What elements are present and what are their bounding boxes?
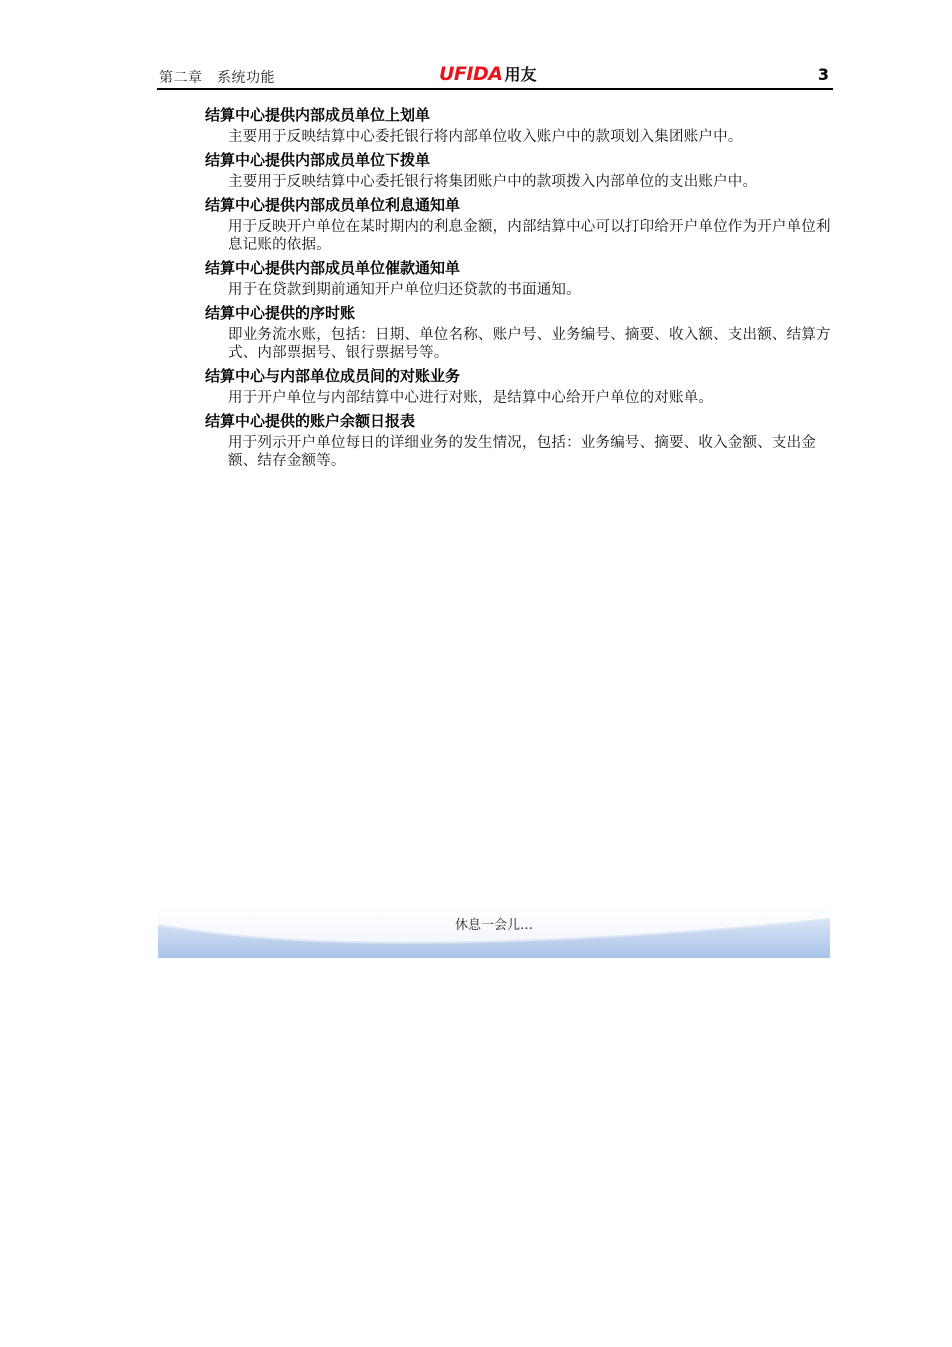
section-journal <box>205 302 835 365</box>
section-paragraph: 主要用于反映结算中心委托银行将集团账户中的款项拨入内部单位的支出账户中。 <box>228 174 758 190</box>
section-interest-notice <box>205 194 835 257</box>
footer-wave-banner <box>158 905 830 958</box>
section-paragraph: 用于开户单位与内部结算中心进行对账，是结算中心给开户单位的对账单。 <box>228 390 714 406</box>
section-heading: 结算中心提供内部成员单位利息通知单 <box>205 196 461 214</box>
section-paragraph: 即业务流水账，包括：日期、单位名称、账户号、业务编号、摘要、收入额、支出额、结算方式、内部票据号、银行票据号等。 <box>228 327 831 361</box>
section-heading: 结算中心提供内部成员单位催款通知单 <box>205 259 461 277</box>
section-paragraph: 用于在贷款到期前通知开户单位归还贷款的书面通知。 <box>228 282 581 298</box>
logo-cn-text: 用友 <box>504 65 537 84</box>
ufida-logo <box>439 62 536 88</box>
section-collection-notice <box>205 257 835 302</box>
section-downward-allocation <box>205 149 835 194</box>
logo-brand-text: UFIDA <box>439 63 503 85</box>
section-reconciliation <box>205 365 835 410</box>
section-heading: 结算中心提供内部成员单位上划单 <box>205 106 431 124</box>
page-number: 3 <box>817 65 829 84</box>
section-paragraph: 用于反映开户单位在某时期内的利息金额，内部结算中心可以打印给开户单位作为开户单位利息记账的依据。 <box>228 219 831 253</box>
header-divider <box>157 88 833 90</box>
section-upward-transfer <box>205 104 835 149</box>
section-heading: 结算中心提供的账户余额日报表 <box>205 412 416 430</box>
footer-caption: 休息一会儿… <box>454 918 533 933</box>
content-body <box>205 104 835 473</box>
page-header <box>157 62 833 88</box>
section-daily-balance-report <box>205 410 835 473</box>
section-heading: 结算中心与内部单位成员间的对账业务 <box>205 367 461 385</box>
chapter-title: 第二章 系统功能 <box>159 70 275 86</box>
section-heading: 结算中心提供的序时账 <box>205 304 356 322</box>
section-heading: 结算中心提供内部成员单位下拨单 <box>205 151 431 169</box>
section-paragraph: 用于列示开户单位每日的详细业务的发生情况，包括：业务编号、摘要、收入金额、支出金额、结存金额等。 <box>228 435 816 469</box>
section-paragraph: 主要用于反映结算中心委托银行将内部单位收入账户中的款项划入集团账户中。 <box>228 129 743 145</box>
